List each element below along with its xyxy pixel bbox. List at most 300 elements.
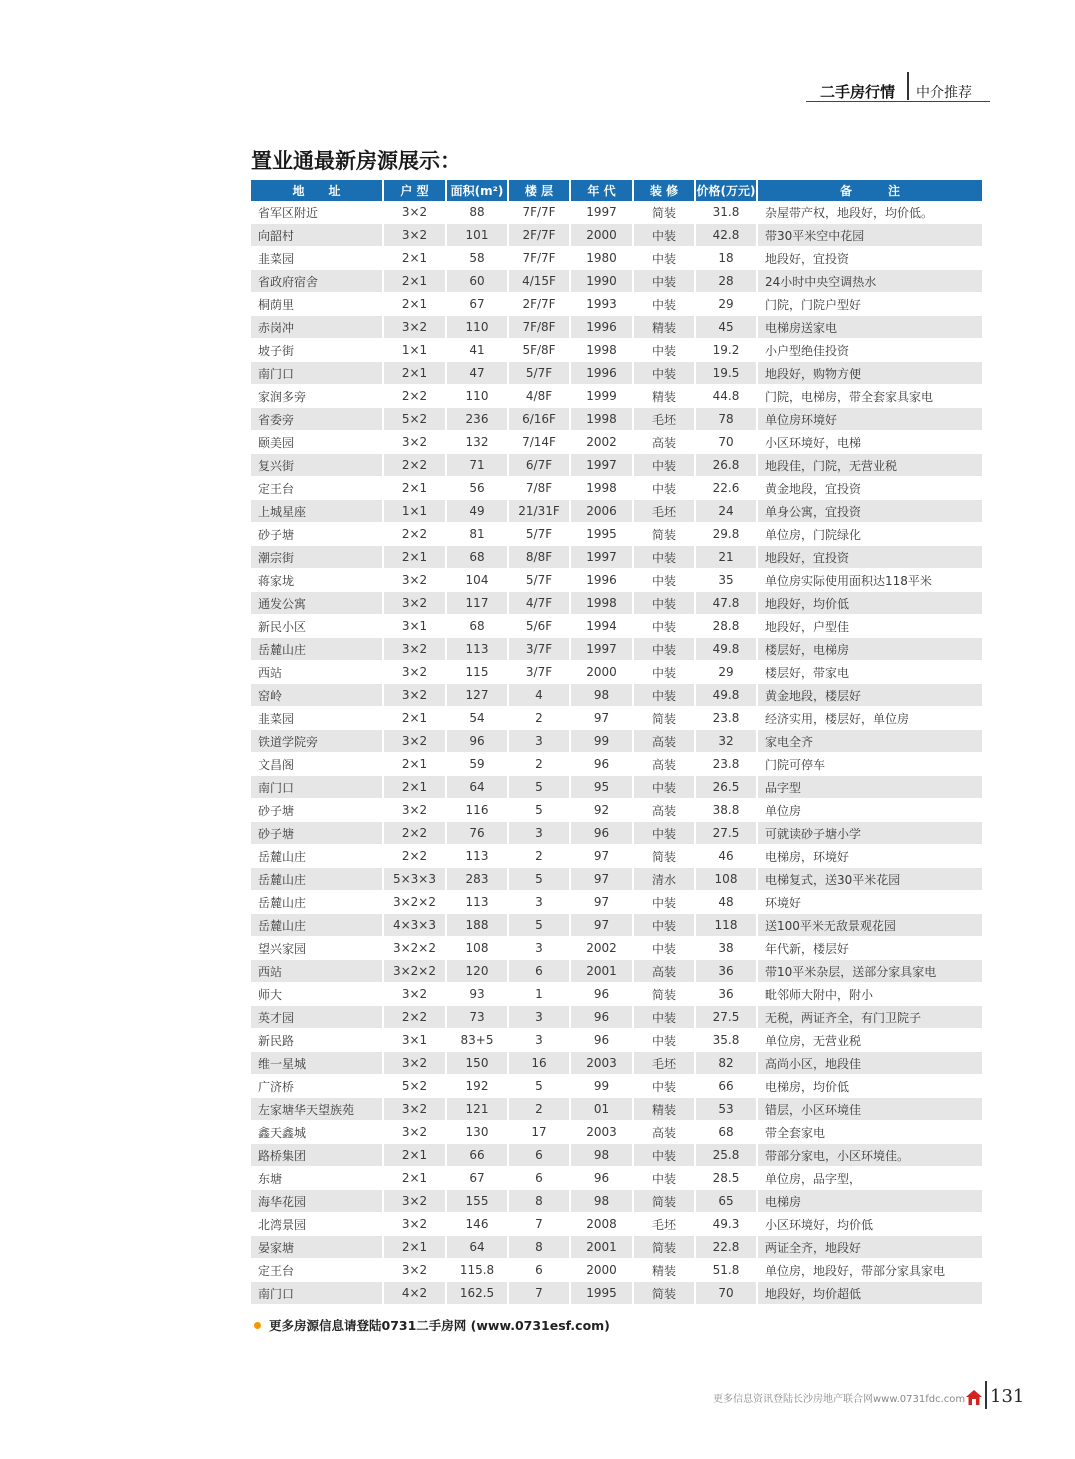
table-cell: 115.8: [447, 1259, 509, 1282]
table-cell: 66: [696, 1075, 758, 1098]
table-cell: 韭菜园: [251, 247, 384, 270]
table-cell: 96: [571, 1006, 634, 1029]
table-cell: 中装: [634, 293, 696, 316]
table-cell: 单位房，品字型，: [758, 1167, 982, 1190]
table-cell: 68: [447, 615, 509, 638]
table-row: [251, 339, 982, 362]
table-row: [251, 822, 982, 845]
table-cell: 41: [447, 339, 509, 362]
table-cell: 71: [447, 454, 509, 477]
table-cell: 3×2: [384, 201, 447, 224]
table-row: [251, 707, 982, 730]
table-cell: 3×2×2: [384, 891, 447, 914]
table-cell: 2×2: [384, 385, 447, 408]
table-cell: 中装: [634, 546, 696, 569]
table-cell: 6: [509, 1144, 571, 1167]
table-cell: 49.3: [696, 1213, 758, 1236]
table-cell: 51.8: [696, 1259, 758, 1282]
table-cell: 116: [447, 799, 509, 822]
table-row: [251, 684, 982, 707]
table-cell: 2×2: [384, 1006, 447, 1029]
table-cell: 中装: [634, 891, 696, 914]
table-cell: 56: [447, 477, 509, 500]
table-cell: 7F/7F: [509, 201, 571, 224]
table-cell: 3: [509, 822, 571, 845]
table-cell: 高装: [634, 960, 696, 983]
table-cell: 3×2: [384, 638, 447, 661]
table-cell: 地段佳，门院，无营业税: [758, 454, 982, 477]
table-cell: 3×2: [384, 1121, 447, 1144]
table-cell: 83+5: [447, 1029, 509, 1052]
table-cell: 101: [447, 224, 509, 247]
table-cell: 毛坯: [634, 1213, 696, 1236]
table-cell: 120: [447, 960, 509, 983]
table-cell: 中装: [634, 569, 696, 592]
table-row: [251, 362, 982, 385]
table-row: [251, 1052, 982, 1075]
table-cell: 118: [696, 914, 758, 937]
table-cell: 简装: [634, 523, 696, 546]
table-cell: 38.8: [696, 799, 758, 822]
table-cell: 3×2: [384, 224, 447, 247]
table-cell: 188: [447, 914, 509, 937]
table-cell: 窑岭: [251, 684, 384, 707]
table-cell: 36: [696, 983, 758, 1006]
table-cell: 左家塘华天望族苑: [251, 1098, 384, 1121]
table-row: [251, 293, 982, 316]
table-cell: 5×3×3: [384, 868, 447, 891]
table-cell: 3×2: [384, 983, 447, 1006]
table-cell: 带30平米空中花园: [758, 224, 982, 247]
table-cell: 2×1: [384, 247, 447, 270]
table-cell: 1997: [571, 201, 634, 224]
table-cell: 两证全齐，地段好: [758, 1236, 982, 1259]
table-cell: 42.8: [696, 224, 758, 247]
table-cell: 省政府宿舍: [251, 270, 384, 293]
table-cell: 潮宗街: [251, 546, 384, 569]
table-cell: 砂子塘: [251, 799, 384, 822]
section-header: [806, 78, 990, 102]
table-cell: 28.8: [696, 615, 758, 638]
bullet-icon: [254, 1322, 261, 1329]
table-cell: 文昌阁: [251, 753, 384, 776]
table-cell: 精装: [634, 1259, 696, 1282]
table-cell: 2: [509, 707, 571, 730]
table-cell: 1980: [571, 247, 634, 270]
table-cell: 68: [696, 1121, 758, 1144]
page-title: 置业通最新房源展示：: [251, 149, 461, 173]
table-cell: 地段好，均价超低: [758, 1282, 982, 1305]
table-cell: 5×2: [384, 408, 447, 431]
table-cell: 2000: [571, 661, 634, 684]
table-cell: 2002: [571, 937, 634, 960]
table-cell: 2×2: [384, 822, 447, 845]
table-cell: 中装: [634, 454, 696, 477]
table-cell: 110: [447, 316, 509, 339]
table-cell: 22.8: [696, 1236, 758, 1259]
table-cell: 岳麓山庄: [251, 638, 384, 661]
table-row: [251, 753, 982, 776]
table-cell: 2008: [571, 1213, 634, 1236]
table-cell: 54: [447, 707, 509, 730]
table-cell: 1997: [571, 546, 634, 569]
table-cell: 73: [447, 1006, 509, 1029]
table-cell: 复兴街: [251, 454, 384, 477]
table-cell: 2×2: [384, 845, 447, 868]
table-cell: 3×2: [384, 684, 447, 707]
table-cell: 单位房，无营业税: [758, 1029, 982, 1052]
table-cell: 省委旁: [251, 408, 384, 431]
table-cell: 简装: [634, 1282, 696, 1305]
table-cell: 中装: [634, 684, 696, 707]
table-cell: 108: [696, 868, 758, 891]
table-cell: 电梯房，均价低: [758, 1075, 982, 1098]
table-cell: 中装: [634, 1029, 696, 1052]
table-cell: 西站: [251, 661, 384, 684]
table-cell: 67: [447, 1167, 509, 1190]
table-cell: 99: [571, 730, 634, 753]
table-row: [251, 1144, 982, 1167]
table-cell: 高装: [634, 799, 696, 822]
table-cell: 上城星座: [251, 500, 384, 523]
table-cell: 中装: [634, 638, 696, 661]
table-cell: 地段好，宜投资: [758, 247, 982, 270]
table-cell: 97: [571, 707, 634, 730]
table-cell: 22.6: [696, 477, 758, 500]
table-cell: 毛坯: [634, 408, 696, 431]
table-cell: 师大: [251, 983, 384, 1006]
table-cell: 68: [447, 546, 509, 569]
table-cell: 经济实用，楼层好，单位房: [758, 707, 982, 730]
table-cell: 3×2: [384, 316, 447, 339]
table-cell: 广济桥: [251, 1075, 384, 1098]
table-row: [251, 845, 982, 868]
table-row: [251, 661, 982, 684]
table-cell: 44.8: [696, 385, 758, 408]
table-cell: 砂子塘: [251, 822, 384, 845]
table-cell: 3×2: [384, 592, 447, 615]
table-row: [251, 730, 982, 753]
table-cell: 地段好，户型佳: [758, 615, 982, 638]
table-cell: 130: [447, 1121, 509, 1144]
table-cell: 6: [509, 1167, 571, 1190]
table-cell: 品字型: [758, 776, 982, 799]
table-body: [251, 201, 982, 1305]
table-cell: 2002: [571, 431, 634, 454]
table-cell: 北湾景园: [251, 1213, 384, 1236]
table-cell: 2: [509, 845, 571, 868]
table-cell: 新民路: [251, 1029, 384, 1052]
table-cell: 电梯房送家电: [758, 316, 982, 339]
table-cell: 3×2: [384, 1190, 447, 1213]
table-cell: 97: [571, 891, 634, 914]
table-cell: 58: [447, 247, 509, 270]
column-header: 地 址: [251, 180, 384, 201]
table-cell: 47.8: [696, 592, 758, 615]
table-cell: 1998: [571, 477, 634, 500]
table-cell: 中装: [634, 362, 696, 385]
table-cell: 无税，两证齐全，有门卫院子: [758, 1006, 982, 1029]
table-cell: 48: [696, 891, 758, 914]
table-cell: 中装: [634, 937, 696, 960]
table-cell: 8: [509, 1236, 571, 1259]
table-cell: 中装: [634, 270, 696, 293]
table-cell: 赤岗冲: [251, 316, 384, 339]
table-row: [251, 983, 982, 1006]
table-cell: 黄金地段，宜投资: [758, 477, 982, 500]
table-cell: 毗邻师大附中，附小: [758, 983, 982, 1006]
table-cell: 南门口: [251, 1282, 384, 1305]
table-cell: 1×1: [384, 339, 447, 362]
table-cell: 门院，电梯房，带全套家具家电: [758, 385, 982, 408]
table-cell: 1996: [571, 362, 634, 385]
table-cell: 28: [696, 270, 758, 293]
table-cell: 单位房实际使用面积达118平米: [758, 569, 982, 592]
table-cell: 地段好，均价低: [758, 592, 982, 615]
table-cell: 5×2: [384, 1075, 447, 1098]
table-cell: 中装: [634, 477, 696, 500]
table-cell: 2×1: [384, 477, 447, 500]
table-cell: 162.5: [447, 1282, 509, 1305]
table-cell: 环境好: [758, 891, 982, 914]
table-cell: 6: [509, 1259, 571, 1282]
table-cell: 5: [509, 1075, 571, 1098]
table-cell: 1990: [571, 270, 634, 293]
page-number: 131: [990, 1386, 1025, 1407]
table-cell: 1995: [571, 523, 634, 546]
table-row: [251, 546, 982, 569]
table-row: [251, 1236, 982, 1259]
table-cell: 可就读砂子塘小学: [758, 822, 982, 845]
table-cell: 1996: [571, 316, 634, 339]
table-row: [251, 270, 982, 293]
table-cell: 60: [447, 270, 509, 293]
table-cell: 2001: [571, 1236, 634, 1259]
table-cell: 楼层好，电梯房: [758, 638, 982, 661]
table-row: [251, 799, 982, 822]
table-cell: 海华花园: [251, 1190, 384, 1213]
table-cell: 2×1: [384, 1236, 447, 1259]
table-cell: 24小时中央空调热水: [758, 270, 982, 293]
table-row: [251, 615, 982, 638]
table-cell: 98: [571, 1144, 634, 1167]
table-row: [251, 523, 982, 546]
table-cell: 电梯房，环境好: [758, 845, 982, 868]
table-row: [251, 1213, 982, 1236]
table-cell: 19.5: [696, 362, 758, 385]
table-cell: 英才园: [251, 1006, 384, 1029]
table-cell: 113: [447, 845, 509, 868]
table-cell: 7/14F: [509, 431, 571, 454]
table-cell: 3: [509, 1029, 571, 1052]
table-cell: 3×2: [384, 730, 447, 753]
table-cell: 5/7F: [509, 362, 571, 385]
table-cell: 岳麓山庄: [251, 845, 384, 868]
table-cell: 28.5: [696, 1167, 758, 1190]
table-cell: 地段好，购物方便: [758, 362, 982, 385]
table-cell: 96: [571, 983, 634, 1006]
table-row: [251, 638, 982, 661]
table-cell: 23.8: [696, 753, 758, 776]
table-cell: 127: [447, 684, 509, 707]
table-cell: 26.8: [696, 454, 758, 477]
table-cell: 35: [696, 569, 758, 592]
listing-table: [251, 180, 982, 1305]
table-row: [251, 431, 982, 454]
table-cell: 精装: [634, 316, 696, 339]
table-cell: 中装: [634, 1006, 696, 1029]
table-cell: 3×2: [384, 1213, 447, 1236]
table-cell: 2003: [571, 1052, 634, 1075]
column-header: 户 型: [384, 180, 447, 201]
table-cell: 45: [696, 316, 758, 339]
table-cell: 砂子塘: [251, 523, 384, 546]
table-cell: 32: [696, 730, 758, 753]
table-row: [251, 1006, 982, 1029]
table-cell: 5: [509, 868, 571, 891]
table-cell: 1998: [571, 592, 634, 615]
column-header: 装 修: [634, 180, 696, 201]
table-cell: 3×2: [384, 661, 447, 684]
table-cell: 1993: [571, 293, 634, 316]
footer-note-text[interactable]: 更多房源信息请登陆0731二手房网 (www.0731esf.com): [269, 1318, 610, 1333]
table-cell: 38: [696, 937, 758, 960]
table-row: [251, 1190, 982, 1213]
table-cell: 7F/7F: [509, 247, 571, 270]
table-row: [251, 224, 982, 247]
table-cell: 8/8F: [509, 546, 571, 569]
table-cell: 5F/8F: [509, 339, 571, 362]
table-cell: 简装: [634, 1190, 696, 1213]
table-cell: 南门口: [251, 362, 384, 385]
table-cell: 47: [447, 362, 509, 385]
table-row: [251, 914, 982, 937]
table-cell: 1997: [571, 638, 634, 661]
table-cell: 49.8: [696, 684, 758, 707]
column-header: 楼 层: [509, 180, 571, 201]
table-cell: 6/7F: [509, 454, 571, 477]
table-cell: 黄金地段，楼层好: [758, 684, 982, 707]
table-cell: 中装: [634, 339, 696, 362]
table-cell: 错层，小区环境佳: [758, 1098, 982, 1121]
table-cell: 7F/8F: [509, 316, 571, 339]
table-cell: 2×1: [384, 753, 447, 776]
table-cell: 7: [509, 1282, 571, 1305]
table-cell: 2006: [571, 500, 634, 523]
table-cell: 1: [509, 983, 571, 1006]
table-row: [251, 477, 982, 500]
table-cell: 岳麓山庄: [251, 891, 384, 914]
table-cell: 5: [509, 799, 571, 822]
table-cell: 17: [509, 1121, 571, 1144]
table-cell: 电梯房: [758, 1190, 982, 1213]
table-cell: 2×1: [384, 270, 447, 293]
table-cell: 117: [447, 592, 509, 615]
table-cell: 门院，门院户型好: [758, 293, 982, 316]
table-cell: 97: [571, 914, 634, 937]
table-cell: 98: [571, 684, 634, 707]
table-cell: 单位房，门院绿化: [758, 523, 982, 546]
table-cell: 2×1: [384, 546, 447, 569]
table-cell: 97: [571, 845, 634, 868]
table-cell: 98: [571, 1190, 634, 1213]
table-cell: 2001: [571, 960, 634, 983]
table-cell: 3/7F: [509, 661, 571, 684]
table-cell: 鑫天鑫城: [251, 1121, 384, 1144]
table-cell: 92: [571, 799, 634, 822]
table-cell: 铁道学院旁: [251, 730, 384, 753]
table-cell: 25.8: [696, 1144, 758, 1167]
table-row: [251, 1121, 982, 1144]
table-cell: 96: [447, 730, 509, 753]
table-cell: 韭菜园: [251, 707, 384, 730]
table-cell: 颐美园: [251, 431, 384, 454]
table-cell: 中装: [634, 615, 696, 638]
table-cell: 1996: [571, 569, 634, 592]
table-cell: 2×1: [384, 707, 447, 730]
table-cell: 送100平米无敌景观花园: [758, 914, 982, 937]
table-cell: 小区环境好，均价低: [758, 1213, 982, 1236]
table-cell: 3: [509, 1006, 571, 1029]
table-cell: 3: [509, 891, 571, 914]
table-cell: 21/31F: [509, 500, 571, 523]
table-cell: 精装: [634, 1098, 696, 1121]
table-cell: 3×1: [384, 615, 447, 638]
table-cell: 1999: [571, 385, 634, 408]
table-cell: 115: [447, 661, 509, 684]
table-cell: 49: [447, 500, 509, 523]
table-cell: 维一星城: [251, 1052, 384, 1075]
table-cell: 4/8F: [509, 385, 571, 408]
table-cell: 中装: [634, 247, 696, 270]
house-logo-icon: [966, 1390, 982, 1405]
table-cell: 155: [447, 1190, 509, 1213]
table-cell: 向韶村: [251, 224, 384, 247]
table-cell: 150: [447, 1052, 509, 1075]
table-cell: 高装: [634, 431, 696, 454]
table-cell: 简装: [634, 1236, 696, 1259]
page-footer-text: 更多信息资讯登陆长沙房地产联合网www.0731fdc.com: [713, 1394, 966, 1405]
table-cell: 家电全齐: [758, 730, 982, 753]
table-cell: 简装: [634, 201, 696, 224]
table-cell: 4: [509, 684, 571, 707]
table-cell: 中装: [634, 592, 696, 615]
column-header: 面积(m²): [447, 180, 509, 201]
table-cell: 2003: [571, 1121, 634, 1144]
table-cell: 88: [447, 201, 509, 224]
table-cell: 27.5: [696, 822, 758, 845]
table-cell: 地段好，宜投资: [758, 546, 982, 569]
table-cell: 2×1: [384, 776, 447, 799]
table-cell: 21: [696, 546, 758, 569]
table-cell: 2: [509, 1098, 571, 1121]
table-cell: 70: [696, 431, 758, 454]
table-cell: 小户型绝佳投资: [758, 339, 982, 362]
page-number-divider: [985, 1381, 987, 1409]
table-cell: 66: [447, 1144, 509, 1167]
table-cell: 2: [509, 753, 571, 776]
table-cell: 1997: [571, 454, 634, 477]
table-cell: 高装: [634, 730, 696, 753]
table-cell: 26.5: [696, 776, 758, 799]
table-cell: 3×2×2: [384, 937, 447, 960]
column-header: 年 代: [571, 180, 634, 201]
section-title: 二手房行情: [820, 83, 896, 101]
table-cell: 中装: [634, 914, 696, 937]
table-cell: 2×2: [384, 523, 447, 546]
table-cell: 小区环境好，电梯: [758, 431, 982, 454]
table-cell: 中装: [634, 1167, 696, 1190]
